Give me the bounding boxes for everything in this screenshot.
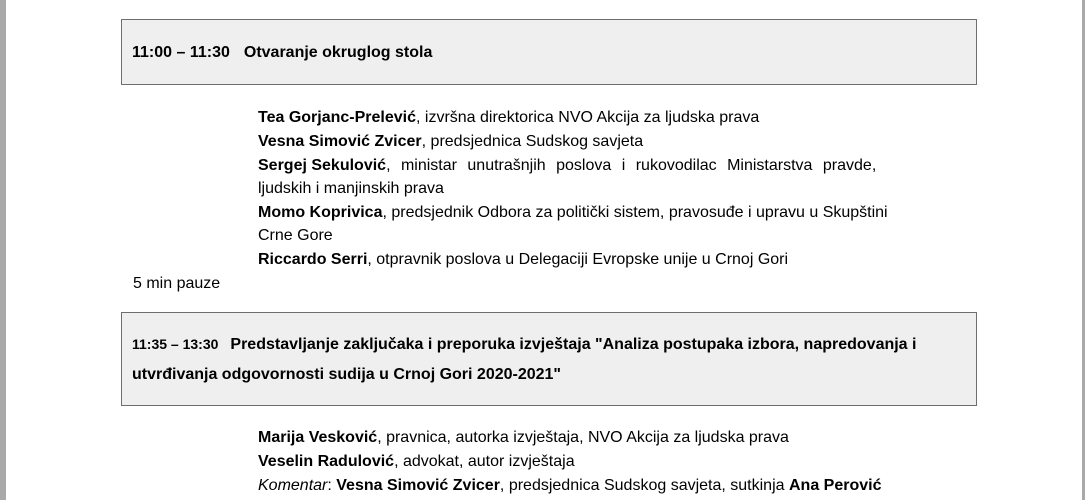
- speaker-role: , predsjednik Odbora za politički sistem, pravosuđe i upravu u Skupštini: [382, 204, 888, 221]
- speaker-line: [258, 201, 888, 224]
- session-2-title-line-1: Predstavljanje zaključaka i preporuka izvještaja "Analiza postupaka izbora, napredovanja i: [230, 336, 917, 353]
- session-1-heading: [132, 38, 968, 68]
- session-2-heading-line-1: [132, 329, 968, 360]
- comment-middle: , predsjednica Sudskog savjeta, sutkinja: [499, 477, 789, 494]
- session-2-time: 11:35 – 13:30: [132, 336, 219, 352]
- speaker-line: [258, 450, 575, 473]
- speaker-role: , ministar unutrašnjih poslova i rukovodilac Ministarstva pravde,: [386, 157, 877, 174]
- comment-label: Komentar: [258, 477, 328, 494]
- session-2-title-line-2: utvrđivanja odgovornosti sudija u Crnoj Gori 2020-2021": [132, 366, 562, 383]
- speaker-name: Sergej Sekulović: [258, 157, 387, 174]
- speaker-name: Tea Gorjanc-Prelević: [258, 109, 416, 126]
- speaker-line: [258, 154, 876, 177]
- speaker-name: Veselin Radulović: [258, 453, 395, 470]
- speaker-name: Marija Vesković: [258, 429, 378, 446]
- pause-note: 5 min pauze: [133, 275, 221, 292]
- speaker-name: Riccardo Serri: [258, 251, 368, 268]
- session-1-title: Otvaranje okruglog stola: [243, 44, 433, 61]
- comment-colon: :: [327, 477, 337, 494]
- speaker-role: , predsjednica Sudskog savjeta: [421, 133, 644, 150]
- speaker-role-continued: ljudskih i manjinskih prava: [258, 180, 444, 197]
- speaker-role: , pravnica, autorka izvještaja, NVO Akcija za ljudska prava: [377, 429, 789, 446]
- session-2-header: [121, 312, 977, 406]
- speaker-name: Momo Koprivica: [258, 204, 383, 221]
- comment-line: [258, 474, 881, 497]
- session-1-time: 11:00 – 11:30: [132, 44, 230, 61]
- speaker-role: , otpravnik poslova u Delegaciji Evropske unije u Crnoj Gori: [367, 251, 789, 268]
- speaker-line: [258, 426, 789, 449]
- speaker-role: , izvršna direktorica NVO Akcija za ljudska prava: [416, 109, 760, 126]
- speaker-role-continued: Crne Gore: [258, 227, 333, 244]
- session-2-heading: [132, 329, 968, 390]
- speaker-line: [258, 106, 759, 129]
- speaker-name: Vesna Simović Zvicer: [258, 133, 422, 150]
- comment-name-2: Ana Perović: [788, 477, 882, 494]
- comment-name-1: Vesna Simović Zvicer: [336, 477, 500, 494]
- page-left-edge: [0, 0, 6, 500]
- speaker-line: [258, 130, 643, 153]
- session-1-header: [121, 19, 977, 85]
- speaker-line: [258, 248, 788, 271]
- speaker-role: , advokat, autor izvještaja: [394, 453, 575, 470]
